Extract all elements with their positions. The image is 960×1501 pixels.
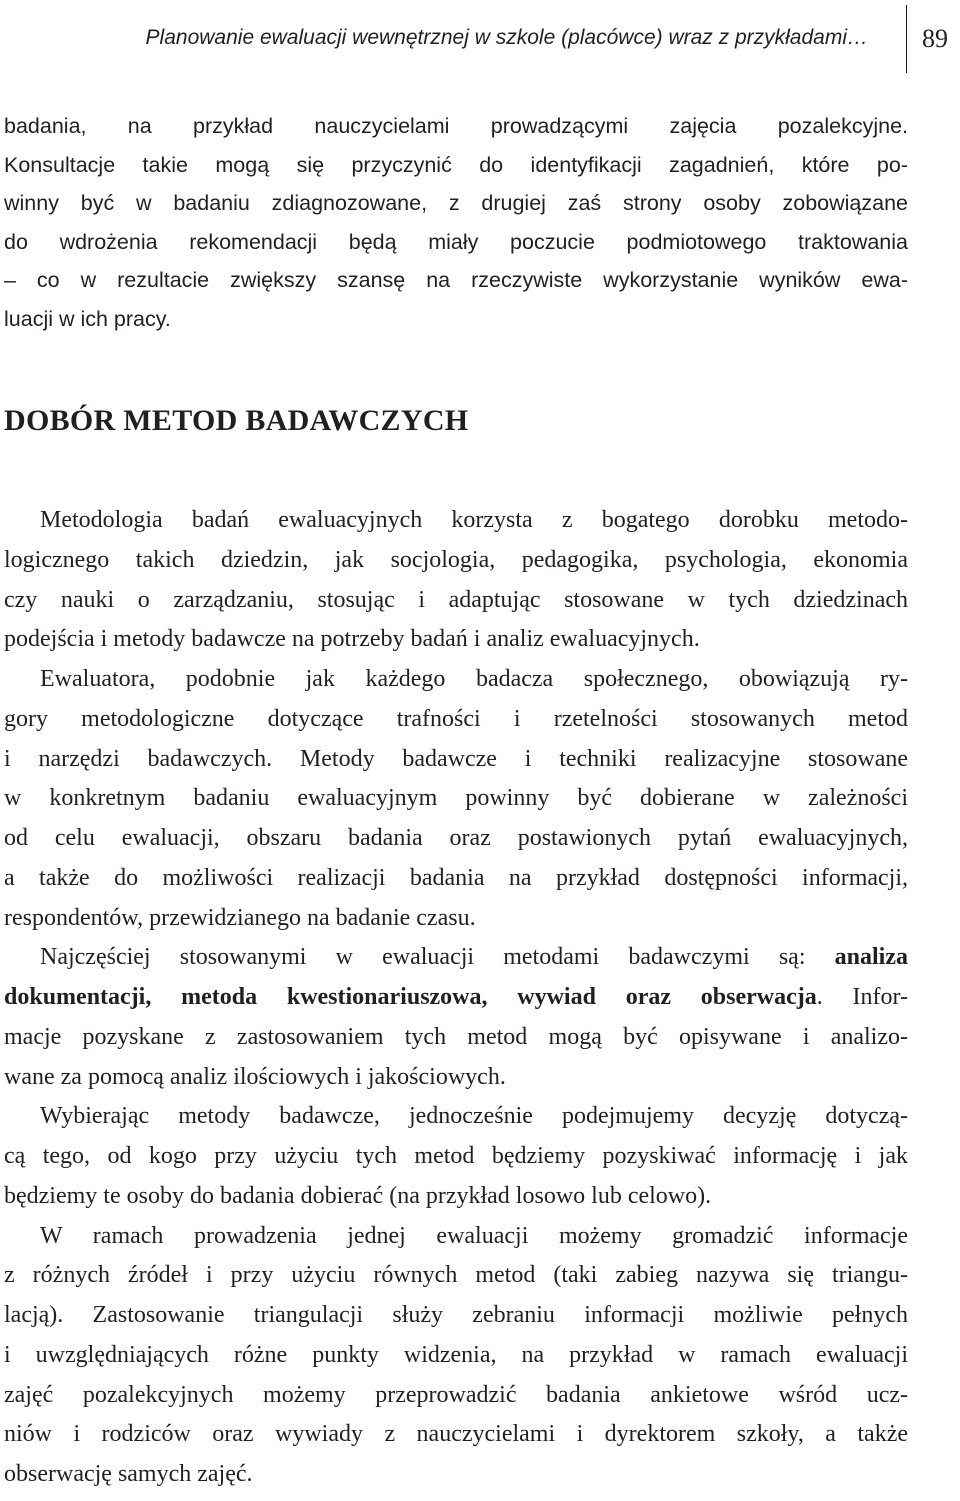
text-line: i uwzględniających różne punkty widzenia, na przykład w ramach ewaluacji — [4, 1341, 908, 1368]
header-divider — [906, 5, 907, 73]
text-line: z różnych źródeł i przy użyciu równych metod (taki zabieg nazywa się triangu- — [4, 1262, 908, 1289]
text-line: Metodologia badań ewaluacyjnych korzysta z bogatego dorobku metodo- — [40, 507, 908, 533]
paragraph-2 — [4, 660, 908, 938]
text-line: niów i rodziców oraz wywiady z nauczycielami i dyrektorem szkoły, a także — [4, 1421, 908, 1448]
text-line: macje pozyskane z zastosowaniem tych metod mogą być opisywane i analizo- — [4, 1023, 908, 1050]
running-header — [0, 0, 960, 80]
text-line: w konkretnym badaniu ewaluacyjnym powinny być dobierane w zależności — [4, 785, 908, 812]
paragraph-4 — [4, 1097, 908, 1216]
text-line: badania, na przykład nauczycielami prowadzącymi zajęcia pozalekcyjne. — [4, 114, 908, 138]
text-line: lacją). Zastosowanie triangulacji służy zebraniu informacji możliwie pełnych — [4, 1302, 908, 1328]
text-line: gory metodologiczne dotyczące trafności i rzetelności stosowanych metod — [4, 705, 908, 732]
section-body — [4, 501, 908, 1495]
text-line: W ramach prowadzenia jednej ewaluacji możemy gromadzić informacje — [40, 1222, 908, 1249]
paragraph-1 — [4, 501, 908, 660]
text-line: od celu ewaluacji, obszaru badania oraz postawionych pytań ewaluacyjnych, — [4, 825, 908, 851]
section-heading: DOBÓR METOD BADAWCZYCH — [4, 404, 469, 437]
text-line: a także do możliwości realizacji badania na przykład dostępności informacji, — [4, 864, 908, 891]
text-run: Najczęściej stosowanymi w ewaluacji metodami badawczymi są: — [40, 944, 835, 971]
text-line: będziemy te osoby do badania dobierać (na przykład losowo lub celowo). — [4, 1182, 712, 1209]
text-line: Ewaluatora, podobnie jak każdego badacza społecznego, obowiązują ry- — [40, 666, 908, 692]
text-line: winny być w badaniu zdiagnozowane, z drugiej zaś strony osoby zobowiązane — [4, 191, 908, 215]
text-line — [4, 978, 908, 1018]
text-line: – co w rezultacie zwiększy szansę na rzeczywiste wykorzystanie wyników ewa- — [4, 268, 908, 292]
text-line: Konsultacje takie mogą się przyczynić do identyfikacji zagadnień, które po- — [4, 152, 908, 177]
text-line: i narzędzi badawczych. Metody badawcze i techniki realizacyjne stosowane — [4, 745, 908, 772]
text-line: podejścia i metody badawcze na potrzeby badań i analiz ewaluacyjnych. — [4, 626, 700, 653]
text-line — [4, 938, 908, 978]
text-line: wane za pomocą analiz ilościowych i jakościowych. — [4, 1063, 506, 1090]
text-line: logicznego takich dziedzin, jak socjologia, pedagogika, psychologia, ekonomia — [4, 546, 908, 573]
text-line: Wybierając metody badawcze, jednocześnie podejmujemy decyzję dotyczą- — [40, 1103, 908, 1130]
text-run: . Infor- — [816, 984, 908, 1010]
text-line: respondentów, przewidzianego na badanie czasu. — [4, 904, 476, 931]
text-line: czy nauki o zarządzaniu, stosując i adaptując stosowane w tych dziedzinach — [4, 586, 908, 613]
paragraph-3 — [4, 938, 908, 1097]
bold-term: analiza — [834, 944, 908, 971]
text-line: do wdrożenia rekomendacji będą miały poczucie podmiotowego traktowania — [4, 229, 908, 254]
text-line: obserwację samych zajęć. — [4, 1461, 253, 1487]
text-line: zajęć pozalekcyjnych możemy przeprowadzić badania ankietowe wśród ucz- — [4, 1381, 908, 1408]
paragraph-5 — [4, 1217, 908, 1495]
text-line: luacji w ich pracy. — [4, 306, 171, 331]
bold-term: dokumentacji, metoda kwestionariuszowa, wywiad oraz obserwacja — [4, 984, 817, 1010]
text-line: cą tego, od kogo przy użyciu tych metod będziemy pozyskiwać informację i jak — [4, 1143, 908, 1169]
running-header-title: Planowanie ewaluacji wewnętrznej w szkole (placówce) wraz z przykładami… — [145, 26, 868, 49]
intro-paragraph — [4, 107, 908, 338]
page-number: 89 — [922, 24, 948, 53]
